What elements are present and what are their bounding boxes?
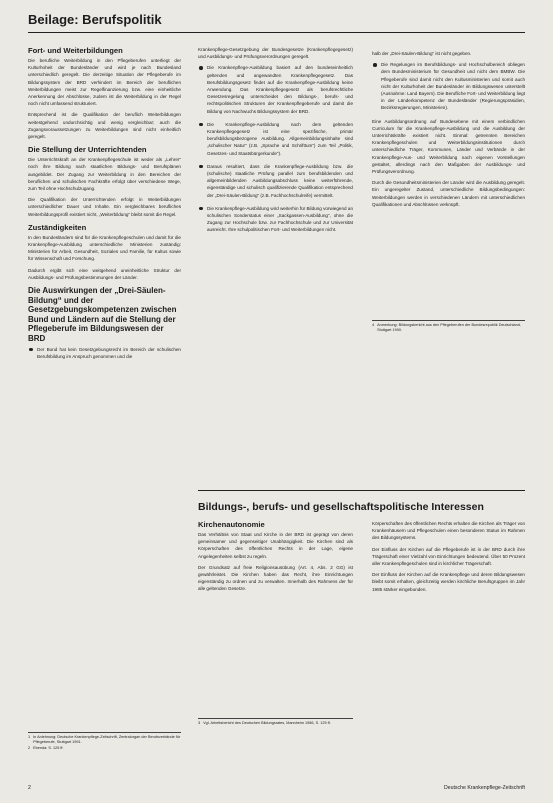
paragraph: Eine Ausbildungsordnung auf Bundesebene mit einem verbindlichen Curriculum für die Krankenpflege-Ausbildung und die Ausbildung der Unterrichtskräfte existiert nicht. Einmal: getrennten Bereichen Krankenpflegeschulen und Weiterbildungsinstitutionen durch unterschiedliche Träger, Kommunen, Länder und Verbände in der Krankenpflege-Aus- und Weiterbildung nach eigenen Vorstellungen gestaltet, allerdings nach den Maßgaben der Ausbildungs- und Prüfungsverordnung. [372, 118, 525, 175]
paragraph: Der Grundsatz auf freie Religionsausübung (Art. 4, Abs. 2 GG) ist gewährleistet. Die Kirchen haben das Recht, ihre Einrichtungen eigenständig zu ordnen und zu verwalten. Innerhalb des Rahmens der für alle geltenden Gesetze. [198, 564, 353, 592]
list-item: Die Krankenpflege-Ausbildung basiert auf den bundeseinheitlich geltenden und angewandten Krankenpflegegesetz. Das Berufsbildungsgesetz findet auf die Krankenpflege-Ausbildung keine Anwendung. Das Krankenpflegegesetz als berufsrechtliche Gesetzesregelung unterscheidet den Bildungs-, berufs- und rechtspolitischen Strukturen der Krankenpflegeberufe und damit die Bildung von Nachwuchs Bildungssystem der BRD. [198, 64, 353, 114]
column-2 [198, 46, 353, 240]
list-item: Die Krankenpflege-Ausbildung nach dem geltenden Krankenpflegegesetz ist eine spezifische, primär berufsbildungsbezogene Ausbildung. Allgemeinbildungsinhalte sind „schulischer Natur“ (z.B. „Sprache und Schrifttum“) zum Teil „Politik, Gesetzes- und Staatsbürgerkunde“). [198, 121, 353, 157]
section-title: Die Auswirkungen der „Drei-Säulen-Bildung“ und der Gesetzgebungskompetenzen zwischen Bund und Ländern auf die Stellung der Pflegeberufe im Bildungswesen der BRD [28, 286, 177, 344]
footnote-number: 3 [198, 721, 201, 725]
paragraph: Körperschaften des öffentlichen Rechts erhalten die Kirchen als Träger von Krankenhäusern und Pflegeschulen einen besonderen Status im Rahmen des Bildungssystems. [372, 521, 525, 541]
footnotes-column-1 [28, 732, 181, 751]
list-item: Die Krankenpflege-Ausbildung wird weiterhin für Bildung vorwiegend an schulischen Sonderstatus einer „Sackgassen-Ausbildung“, ohne die Zugang zur Hochschule bzw. zur Fachhochschule und zur Universität ausreicht. Ihre schulpolitischen Fort- und Weiterbildungen nicht. [198, 205, 353, 234]
footnote [28, 746, 181, 751]
paragraph: halb der „Drei-Säulen-Bildung“ ist nicht gegeben. [372, 51, 472, 56]
page-title: Beilage: Berufspolitik [28, 12, 162, 27]
page-header [28, 10, 525, 33]
footnote-text: Ebenda: S. 125 ff. [33, 745, 64, 750]
section-unterrichtende [28, 145, 181, 218]
column-2-lower [198, 520, 353, 597]
section-weiterbildung [28, 46, 181, 140]
page-number: 2 [28, 785, 31, 791]
column-3-lower [372, 520, 525, 597]
section-title: Die Stellung der Unterrichtenden [28, 145, 147, 155]
paragraph: Durch die Gesundheitsministerien der Länder wird die Ausbildung geregelt. Ein ungeregelter Zustand, unterschiedliche Bildungsbedingungen: Weiterbildungen werden in verschiedenen Ländern mit unterschiedlichen Qualifikationen und Abschlüssen verknüpft. [372, 180, 525, 207]
paragraph: Dadurch ergibt sich eine weitgehend uneinheitliche Struktur der Ausbildungs- und Prüfungsbestimmungen der Länder. [28, 267, 181, 280]
wide-section-title: Bildungs-, berufs- und gesellschaftspolitische Interessen [198, 490, 525, 513]
footnote-text: Anmerkung: Bildungsbericht aus den Pflegeberufen der Bundesrepublik Deutschland, Stuttgart 1990. [377, 323, 521, 333]
list-item: Der Bund hat kein Gesetzgebungsrecht im Bereich der schulischen Berufsbildung im Anspruch genommen und die [28, 346, 181, 360]
section-title: Fort- und Weiterbildungen [28, 46, 123, 55]
footnotes-column-3 [372, 320, 525, 334]
footnote-number: 4 [372, 323, 375, 327]
footnote-number: 1 [28, 735, 31, 739]
paragraph: Entsprechend ist die Qualifikation der beruflich Weiterbildungen weitestgehend undurchsichtig und wenig vergleichbar; auch die Zugangsvoraussetzungen zu Weiterbildungen sind nicht einheitlich geregelt. [28, 112, 181, 140]
paragraph: Die berufliche Weiterbildung in den Pflegeberufen unterliegt der Kulturhoheit der Bundesländer und wird je nach Bundesland unterschiedlich geregelt. Die derzeitige Situation der Pflegeberufe im Bildungssystem der BRD verhindert im Bereich der beruflichen Weiterbildungen meist zur Regelfinanzierung bzw. eine einheitliche Anerkennung der Abschlüsse, zudem ist die Weiterbildung in der Regel noch nicht umfassend strukturiert. [28, 58, 181, 107]
footnote [198, 721, 353, 726]
paragraph: Die Qualifikation der Unterrichtenden erfolgt in Weiterbildungen unterschiedlicher Dauer und Inhalte. Ein vergleichbares berufliches Weiterbildungsprofil existiert nicht, „Weiterbildung“ bleibt somit die Regel. [28, 197, 181, 217]
footnote-number: 2 [28, 745, 31, 750]
page-footer [28, 783, 525, 793]
section-title: Zuständigkeiten [28, 222, 87, 232]
bullet-list [198, 64, 353, 233]
publication-name: Deutsche Krankenpflege-Zeitschrift [443, 785, 525, 791]
footnote [28, 735, 181, 746]
paragraph: Krankenpflege-Gesetzgebung der Bundesgesetze (Krankenpflegegesetz) und Ausbildungs- und Prüfungsverordnungen geregelt. [198, 47, 353, 60]
column-1 [28, 46, 181, 366]
paragraph: In den Bundesländern sind für die Krankenpflegeschulen und damit für die Krankenpflege-Ausbildung unterschiedliche Ministerien zuständig: Ministerien für Arbeit, Gesundheit, Soziales und Familie, für Kultus sowie für Wissenschaft und Forschung. [28, 234, 181, 262]
bullet-list [28, 346, 181, 360]
paragraph: Der Einfluss der Kirchen auf die Krankenpflege und deren Bildungswesen bleibt somit erhalten, gleichzeitig werden kirchliche Berufsgruppen im Jahr 1985 stärker eingebunden. [372, 572, 525, 592]
list-item: Die Regelungen im Berufsbildungs- und Hochschulbereich obliegen dem Bundesministerium für Gesundheit und nicht dem BMBW. Die Pflegeberufe sind damit nicht den Kultusministerien und somit auch nicht der Kulturhoheit der Bundesländer im Bildungswesen unterstellt (Ausnahme: Land Bayern). Die Berufliche Fort- und Weiterbildung liegt in der Länderkompetenz der Bundesländer (Regierungspräsidien, Bezirksregierungen, Ministerien). [372, 61, 525, 111]
section-zustaendigkeiten [28, 223, 181, 281]
list-item: Daraus resultiert, dass die Krankenpflege-Ausbildung bzw. die (schulische) staatliche Prüfung parallel zum berufsbildenden und allgemeinbildenden Ausbildungsabschluss keine weiterführende, eigenständige und schulisch qualifizierende Qualifikation entsprechend der „Drei-Säulen-Bildung“ (z.B. Fachhochschulreife) vermittelt. [198, 163, 353, 199]
footnote-text: In Anlehnung: Deutsche Krankenpflege-Zeitschrift, Zentralorgan der Berufsverbände für Pflegeberufe, Stuttgart 1991. [33, 735, 181, 745]
footnotes-column-2 [198, 718, 353, 726]
bullet-list [372, 61, 525, 111]
section-auswirkungen [28, 286, 181, 360]
footnote-text: Vgl. Arbeitsbericht des Deutschen Bildungsrates, Mannheim 1986, S. 125 ff. [203, 721, 331, 725]
paragraph: Das Verhältnis von Staat und Kirche in der BRD ist geprägt von deren gemeinsamer und gegenseitiger Unabhängigkeit. Die Kirchen sind als Körperschaften des öffentlichen Rechts in der Lage, eigene Angelegenheiten selbst zu regeln. [198, 532, 353, 559]
footnote [372, 323, 525, 334]
paragraph: Die Unterrichtskraft an der Krankenpflegeschule ist weder als „Lehrer“ noch ihre Bildung nach staatlichen Bildungs- und Berufsplänen ausgebildet. Der Zugang zur Weiterbildung in den Bereichen der beruflichen und schulischen Fachkräfte erfolgt über verschiedene Wege, zum Teil ohne Hochschulzugang. [28, 157, 181, 192]
section-title: Kirchenautonomie [198, 520, 265, 529]
column-3 [372, 50, 525, 212]
paragraph: Der Einfluss der Kirchen auf die Pflegeberufe ist in der BRD durch ihre Trägerschaft einer Vielzahl von Einrichtungen bedeutend. Über 50 Prozent aller Krankenpflegeschulen sind in kirchlicher Trägerschaft. [372, 546, 525, 567]
